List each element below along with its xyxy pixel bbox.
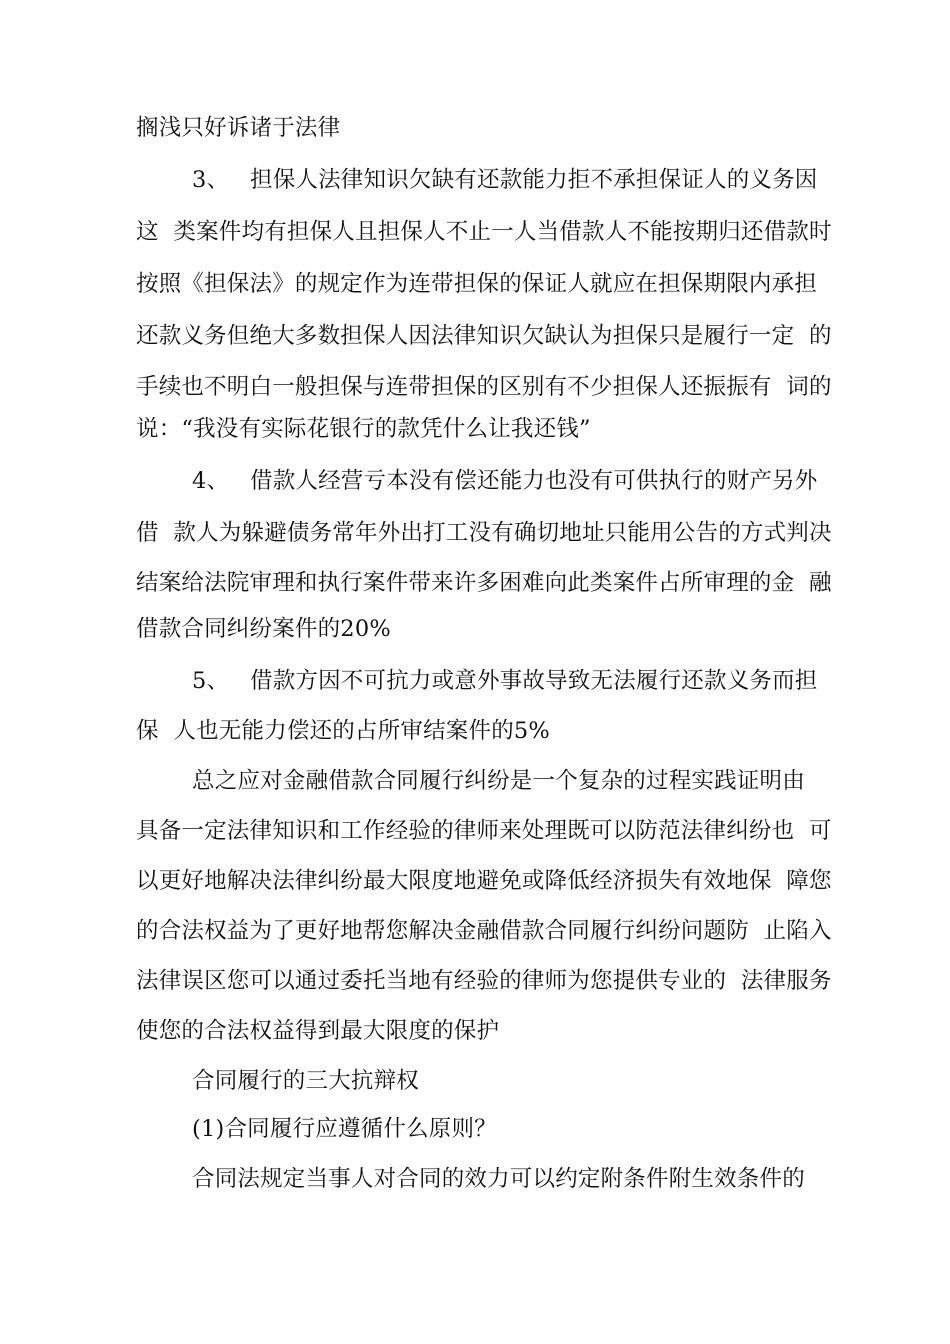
paragraph-line: 总之应对金融借款合同履行纠纷是一个复杂的过程实践证明由 xyxy=(192,768,805,794)
paragraph-number: 5、 xyxy=(192,668,230,694)
paragraph-text: 借款方因不可抗力或意外事故导致无法履行还款义务而担 xyxy=(250,668,818,694)
paragraph-line: 手续也不明白一般担保与连带担保的区别有不少担保人还振振有 词的 xyxy=(136,374,832,400)
paragraph-line: 按照《担保法》的规定作为连带担保的保证人就应在担保期限内承担 xyxy=(136,271,818,297)
paragraph-line: 以更好地解决法律纠纷最大限度地避免或降低经济损失有效地保 障您 xyxy=(136,868,832,894)
paragraph-number: 3、 xyxy=(192,167,230,193)
paragraph-line: 还款义务但绝大多数担保人因法律知识欠缺认为担保只是履行一定 的 xyxy=(136,323,832,349)
numbered-paragraph-line xyxy=(192,666,818,696)
paragraph-number: 4、 xyxy=(192,468,230,494)
paragraph-line: 的合法权益为了更好地帮您解决金融借款合同履行纠纷问题防 止陷入 xyxy=(136,918,832,944)
paragraph-text: 担保人法律知识欠缺有还款能力拒不承担保证人的义务因 xyxy=(250,167,818,193)
paragraph-line: 结案给法院审理和执行案件带来许多困难向此类案件占所审理的金 融 xyxy=(136,570,832,596)
paragraph-line: 具备一定法律知识和工作经验的律师来处理既可以防范法律纠纷也 可 xyxy=(136,818,832,844)
paragraph-line: 说：“我没有实际花银行的款凭什么让我还钱” xyxy=(136,416,591,442)
paragraph-line: 使您的合法权益得到最大限度的保护 xyxy=(136,1018,500,1044)
paragraph-line: 搁浅只好诉诸于法律 xyxy=(136,115,341,141)
paragraph-line: 借 款人为躲避债务常年外出打工没有确切地址只能用公告的方式判决 xyxy=(136,520,832,546)
paragraph-text: 借款人经营亏本没有偿还能力也没有可供执行的财产另外 xyxy=(250,468,818,494)
subsection-heading: (1)合同履行应遵循什么原则？ xyxy=(192,1116,497,1142)
paragraph-line: 合同法规定当事人对合同的效力可以约定附条件附生效条件的 xyxy=(192,1166,805,1192)
numbered-paragraph-line xyxy=(192,466,818,496)
numbered-paragraph-line xyxy=(192,165,818,195)
section-heading: 合同履行的三大抗辩权 xyxy=(192,1068,420,1094)
paragraph-line: 借款合同纠纷案件的20% xyxy=(136,616,391,642)
paragraph-line: 这 类案件均有担保人且担保人不止一人当借款人不能按期归还借款时 xyxy=(136,219,832,245)
paragraph-line: 法律误区您可以通过委托当地有经验的律师为您提供专业的 法律服务 xyxy=(136,968,832,994)
paragraph-line: 保 人也无能力偿还的占所审结案件的5% xyxy=(136,718,550,744)
